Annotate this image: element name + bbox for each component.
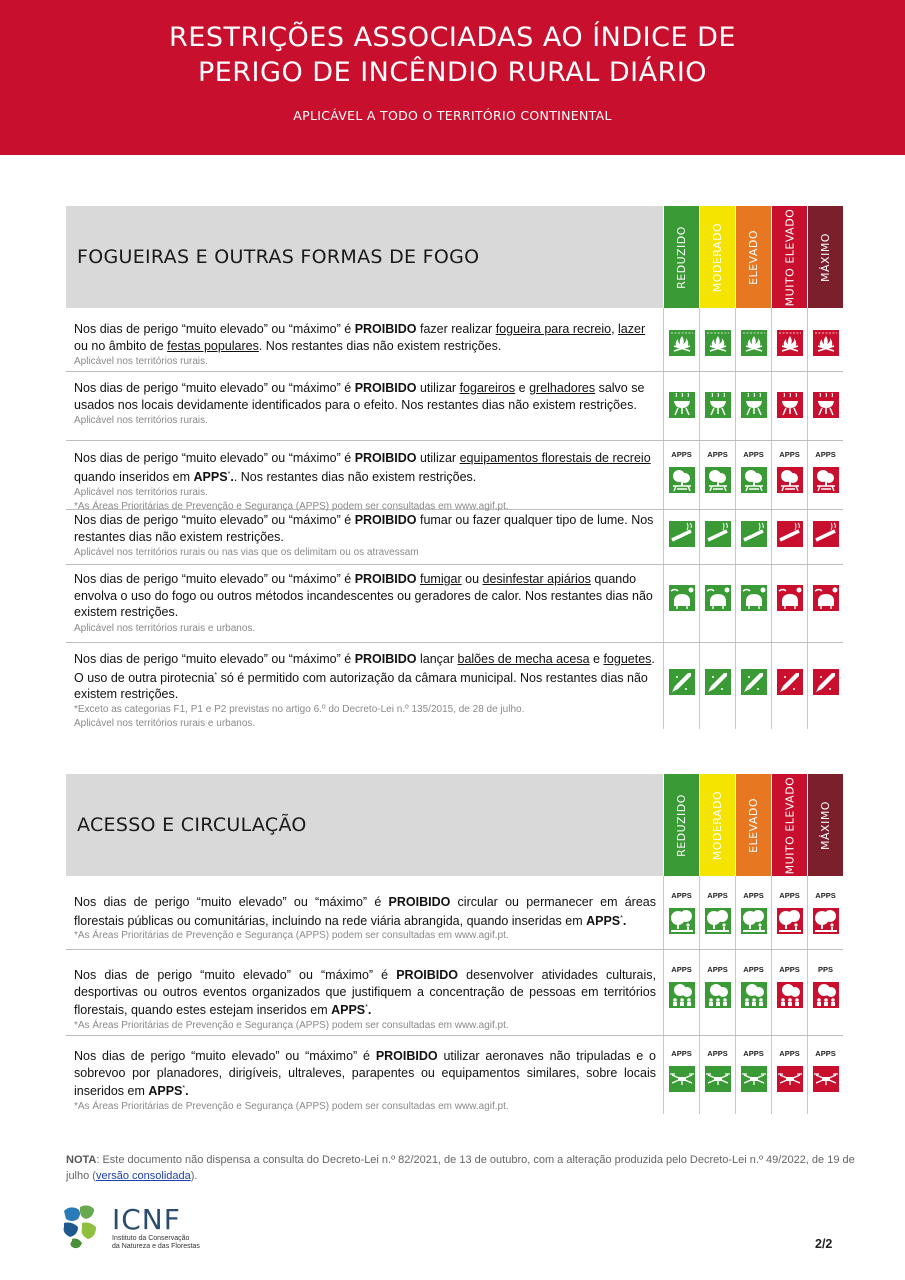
row-text: Nos dias de perigo “muito elevado” ou “máximo” é PROIBIDO lançar balões de mecha acesa e foguetes. O uso de outra pirotecnia* só é permitido com autorização da câmara municipal. Nos restantes dias não existem restrições. *Exceto as categorias F1, P1 e P2 previstas no artigo 6.º do Decreto-Lei n.º 135/2015, de 28 de julho. Aplicável nos territórios rurais e urbanos. (74, 652, 655, 729)
rocket-allowed-icon (669, 669, 695, 695)
rocket-allowed-icon (705, 669, 731, 695)
level-cell-maximo (807, 643, 843, 729)
rocket-prohibited-icon (813, 669, 839, 695)
apps-label: APPS (779, 891, 800, 900)
forest-prohibited-icon (813, 908, 839, 934)
level-cell-maximo (807, 308, 843, 371)
title-line-2: PERIGO DE INCÊNDIO RURAL DIÁRIO (197, 57, 708, 88)
row-note: Aplicável nos territórios rurais ou nas vias que os delimitam ou os atravessam (74, 547, 419, 558)
picnic-prohibited-icon (813, 467, 839, 493)
level-cell-moderado (699, 1036, 735, 1114)
level-cell-elevado (735, 643, 771, 729)
danger-level-header (663, 206, 843, 308)
forest-allowed-icon (669, 908, 695, 934)
apps-label: APPS (779, 450, 800, 459)
level-cell-maximo (807, 372, 843, 440)
apps-label: APPS (671, 965, 692, 974)
level-cell-muito-elevado (771, 372, 807, 440)
restriction-row-bonfire (66, 308, 843, 372)
apps-label: APPS (743, 891, 764, 900)
level-cell-moderado (699, 950, 735, 1035)
level-cell-maximo (807, 950, 843, 1035)
drone-prohibited-icon (777, 1066, 803, 1092)
grill-prohibited-icon (813, 392, 839, 418)
logo-subtitle: Instituto da Conservação da Natureza e das Florestas (112, 1235, 200, 1250)
level-cell-reduzido (663, 510, 699, 564)
logo-text: ICNF (112, 1203, 181, 1236)
page-title (0, 20, 905, 90)
bonfire-allowed-icon (669, 330, 695, 356)
level-cell-muito-elevado (771, 876, 807, 949)
row-text: Nos dias de perigo “muito elevado” ou “máximo” é PROIBIDO utilizar aeronaves não tripuladas e o sobrevoo por planadores, dirigíveis, ultraleves, parapentes ou equipamentos similares, sobre locais inseridos em APPS*. *As Áreas Prioritárias de Prevenção e Segurança (APPS) podem ser consultadas em www.agif.pt. (74, 1049, 656, 1112)
apps-label: APPS (743, 450, 764, 459)
restriction-row-forest-circulation (66, 876, 843, 950)
grill-allowed-icon (669, 392, 695, 418)
bonfire-prohibited-icon (813, 330, 839, 356)
consolidated-version-link[interactable]: versão consolidada (95, 1170, 191, 1182)
level-muito-elevado: MUITO ELEVADO (771, 774, 807, 876)
apps-label: APPS (671, 1049, 692, 1058)
row-note-apps: *As Áreas Prioritárias de Prevenção e Segurança (APPS) podem ser consultadas em www.agif.pt. (74, 501, 509, 513)
picnic-allowed-icon (741, 467, 767, 493)
level-reduzido: REDUZIDO (663, 774, 699, 876)
level-cell-elevado (735, 950, 771, 1035)
level-cell-elevado (735, 510, 771, 564)
level-cell-muito-elevado (771, 643, 807, 729)
beehive-allowed-icon (705, 585, 731, 611)
level-cell-maximo (807, 510, 843, 564)
apps-label: APPS (743, 965, 764, 974)
drone-allowed-icon (705, 1066, 731, 1092)
level-icons (663, 565, 843, 642)
bonfire-allowed-icon (741, 330, 767, 356)
level-moderado: MODERADO (699, 206, 735, 308)
icnf-logo (60, 1203, 220, 1249)
level-cell-muito-elevado (771, 1036, 807, 1114)
level-maximo: MÁXIMO (807, 774, 843, 876)
cigarette-prohibited-icon (777, 521, 803, 547)
level-muito-elevado: MUITO ELEVADO (771, 206, 807, 308)
rocket-allowed-icon (741, 669, 767, 695)
apps-label: APPS (815, 1049, 836, 1058)
oak-leaf-logo-icon (60, 1203, 108, 1249)
level-cell-elevado (735, 441, 771, 509)
bonfire-allowed-icon (705, 330, 731, 356)
level-reduzido: REDUZIDO (663, 206, 699, 308)
level-cell-muito-elevado (771, 950, 807, 1035)
section-header (66, 774, 843, 876)
level-cell-reduzido (663, 876, 699, 949)
apps-label: APPS (707, 891, 728, 900)
level-cell-maximo (807, 441, 843, 509)
cigarette-prohibited-icon (813, 521, 839, 547)
crowd-prohibited-icon (813, 982, 839, 1008)
restriction-row-picnic (66, 441, 843, 513)
apps-label: APPS (815, 450, 836, 459)
level-cell-muito-elevado (771, 565, 807, 642)
header-banner (0, 0, 905, 155)
apps-label: APPS (743, 1049, 764, 1058)
grill-allowed-icon (741, 392, 767, 418)
level-icons (663, 643, 843, 729)
row-note: *As Áreas Prioritárias de Prevenção e Segurança (APPS) podem ser consultadas em www.agif.pt. (74, 930, 509, 942)
row-note: Aplicável nos territórios rurais. (74, 487, 208, 499)
apps-label: PPS (817, 965, 833, 974)
level-cell-elevado (735, 308, 771, 371)
page-number: 2/2 (815, 1237, 833, 1251)
apps-label: APPS (707, 1049, 728, 1058)
row-note: Aplicável nos territórios rurais. (74, 415, 208, 426)
forest-allowed-icon (741, 908, 767, 934)
row-text: Nos dias de perigo “muito elevado” ou “máximo” é PROIBIDO utilizar equipamentos florestais de recreio quando inseridos em APPS*.. Nos restantes dias não existem restrições. Aplicável nos territórios rurais. *As Áreas Prioritárias de Prevenção e Segurança (APPS) podem ser consultadas em www.agif.pt. (74, 450, 656, 513)
level-cell-elevado (735, 372, 771, 440)
footer-note: NOTA: Este documento não dispensa a consulta do Decreto-Lei n.º 82/2021, de 13 de outubro, com a alteração produzida pelo Decreto-Lei n.º 49/2022, de 19 de julho (versão consolidada). (66, 1154, 855, 1182)
level-elevado: ELEVADO (735, 206, 771, 308)
apps-label: APPS (815, 891, 836, 900)
level-icons (663, 950, 843, 1035)
bonfire-prohibited-icon (777, 330, 803, 356)
level-cell-moderado (699, 308, 735, 371)
level-cell-elevado (735, 1036, 771, 1114)
section-fire (66, 206, 843, 729)
danger-level-header (663, 774, 843, 876)
level-cell-reduzido (663, 308, 699, 371)
level-moderado: MODERADO (699, 774, 735, 876)
row-text: Nos dias de perigo “muito elevado” ou “máximo” é PROIBIDO circular ou permanecer em áreas florestais públicas ou comunitárias, incluindo na rede viária abrangida, quando inseridas em APPS*. *As Áreas Prioritárias de Prevenção e Segurança (APPS) podem ser consultadas em www.agif.pt. (74, 895, 657, 942)
row-note-2: Aplicável nos territórios rurais e urbanos. (74, 717, 256, 729)
page-subtitle: APLICÁVEL A TODO O TERRITÓRIO CONTINENTAL (293, 108, 612, 123)
restriction-row-grill (66, 372, 843, 441)
level-cell-reduzido (663, 1036, 699, 1114)
apps-label: APPS (671, 450, 692, 459)
level-cell-maximo (807, 876, 843, 949)
drone-prohibited-icon (813, 1066, 839, 1092)
crowd-prohibited-icon (777, 982, 803, 1008)
level-cell-maximo (807, 565, 843, 642)
picnic-prohibited-icon (777, 467, 803, 493)
level-icons (663, 876, 843, 949)
apps-label: APPS (707, 450, 728, 459)
beehive-allowed-icon (741, 585, 767, 611)
restriction-row-smoking (66, 510, 843, 565)
level-cell-muito-elevado (771, 510, 807, 564)
level-cell-reduzido (663, 643, 699, 729)
restriction-row-events (66, 950, 843, 1036)
apps-label: APPS (779, 965, 800, 974)
row-text: Nos dias de perigo “muito elevado” ou “máximo” é PROIBIDO desenvolver atividades culturais, desportivas ou outros eventos organizados que justifiquem a concentração de pessoas em territórios florestais, quando estes estejam inseridos em APPS*. *As Áreas Prioritárias de Prevenção e Segurança (APPS) podem ser consultadas em www.agif.pt. (74, 968, 656, 1031)
level-cell-moderado (699, 643, 735, 729)
level-cell-elevado (735, 876, 771, 949)
apps-label: APPS (707, 965, 728, 974)
level-cell-maximo (807, 1036, 843, 1114)
level-cell-reduzido (663, 441, 699, 509)
cigarette-allowed-icon (705, 521, 731, 547)
level-cell-reduzido (663, 372, 699, 440)
rocket-prohibited-icon (777, 669, 803, 695)
apps-label: APPS (779, 1049, 800, 1058)
row-note: *Exceto as categorias F1, P1 e P2 previstas no artigo 6.º do Decreto-Lei n.º 135/2015, de 28 de julho. (74, 703, 525, 715)
cigarette-allowed-icon (741, 521, 767, 547)
row-text: Nos dias de perigo “muito elevado” ou “máximo” é PROIBIDO fumigar ou desinfestar apiários quando envolva o uso do fogo ou outros métodos incandescentes ou geradores de calor. Nos restantes dias não existem restrições. Aplicável nos territórios rurais e urbanos. (74, 571, 656, 636)
row-note: Aplicável nos territórios rurais. (74, 356, 208, 367)
beehive-prohibited-icon (813, 585, 839, 611)
crowd-allowed-icon (669, 982, 695, 1008)
row-text: Nos dias de perigo “muito elevado” ou “máximo” é PROIBIDO fumar ou fazer qualquer tipo de lume. Nos restantes dias não existem restrições. Aplicável nos territórios rurais ou nas vias que os delimitam ou os atravessam (74, 512, 656, 560)
row-text: Nos dias de perigo “muito elevado” ou “máximo” é PROIBIDO fazer realizar fogueira para recreio, lazer ou no âmbito de festas populares. Nos restantes dias não existem restrições. Aplicável nos territórios rurais. (74, 321, 656, 369)
level-cell-elevado (735, 565, 771, 642)
crowd-allowed-icon (741, 982, 767, 1008)
drone-allowed-icon (669, 1066, 695, 1092)
forest-allowed-icon (705, 908, 731, 934)
row-note: *As Áreas Prioritárias de Prevenção e Segurança (APPS) podem ser consultadas em www.agif.pt. (74, 1019, 509, 1031)
picnic-allowed-icon (705, 467, 731, 493)
level-cell-moderado (699, 876, 735, 949)
cigarette-allowed-icon (669, 521, 695, 547)
restriction-row-drones (66, 1036, 843, 1114)
section-title: FOGUEIRAS E OUTRAS FORMAS DE FOGO (77, 246, 480, 268)
level-cell-moderado (699, 372, 735, 440)
level-maximo: MÁXIMO (807, 206, 843, 308)
level-cell-reduzido (663, 565, 699, 642)
row-note: *As Áreas Prioritárias de Prevenção e Segurança (APPS) podem ser consultadas em www.agif.pt. (74, 1100, 509, 1112)
apps-label: APPS (671, 891, 692, 900)
level-elevado: ELEVADO (735, 774, 771, 876)
forest-prohibited-icon (777, 908, 803, 934)
crowd-allowed-icon (705, 982, 731, 1008)
beehive-allowed-icon (669, 585, 695, 611)
row-text: Nos dias de perigo “muito elevado” ou “máximo” é PROIBIDO utilizar fogareiros e grelhadores salvo se usados nos locais devidamente identificados para o efeito. Nos restantes dias não existem restrições. Aplicável nos territórios rurais. (74, 380, 656, 428)
section-access (66, 774, 843, 1114)
title-line-1: RESTRIÇÕES ASSOCIADAS AO ÍNDICE DE (169, 22, 736, 53)
level-icons (663, 1036, 843, 1114)
section-header (66, 206, 843, 308)
drone-allowed-icon (741, 1066, 767, 1092)
restriction-row-apiary (66, 565, 843, 643)
level-cell-muito-elevado (771, 441, 807, 509)
picnic-allowed-icon (669, 467, 695, 493)
restriction-row-fireworks (66, 643, 843, 729)
level-cell-moderado (699, 441, 735, 509)
level-cell-muito-elevado (771, 308, 807, 371)
level-cell-moderado (699, 510, 735, 564)
level-icons (663, 510, 843, 564)
level-icons (663, 441, 843, 509)
level-cell-moderado (699, 565, 735, 642)
grill-allowed-icon (705, 392, 731, 418)
section-title: ACESSO E CIRCULAÇÃO (77, 814, 307, 836)
level-icons (663, 372, 843, 440)
row-note: Aplicável nos territórios rurais e urbanos. (74, 622, 256, 634)
grill-prohibited-icon (777, 392, 803, 418)
level-cell-reduzido (663, 950, 699, 1035)
beehive-prohibited-icon (777, 585, 803, 611)
level-icons (663, 308, 843, 371)
